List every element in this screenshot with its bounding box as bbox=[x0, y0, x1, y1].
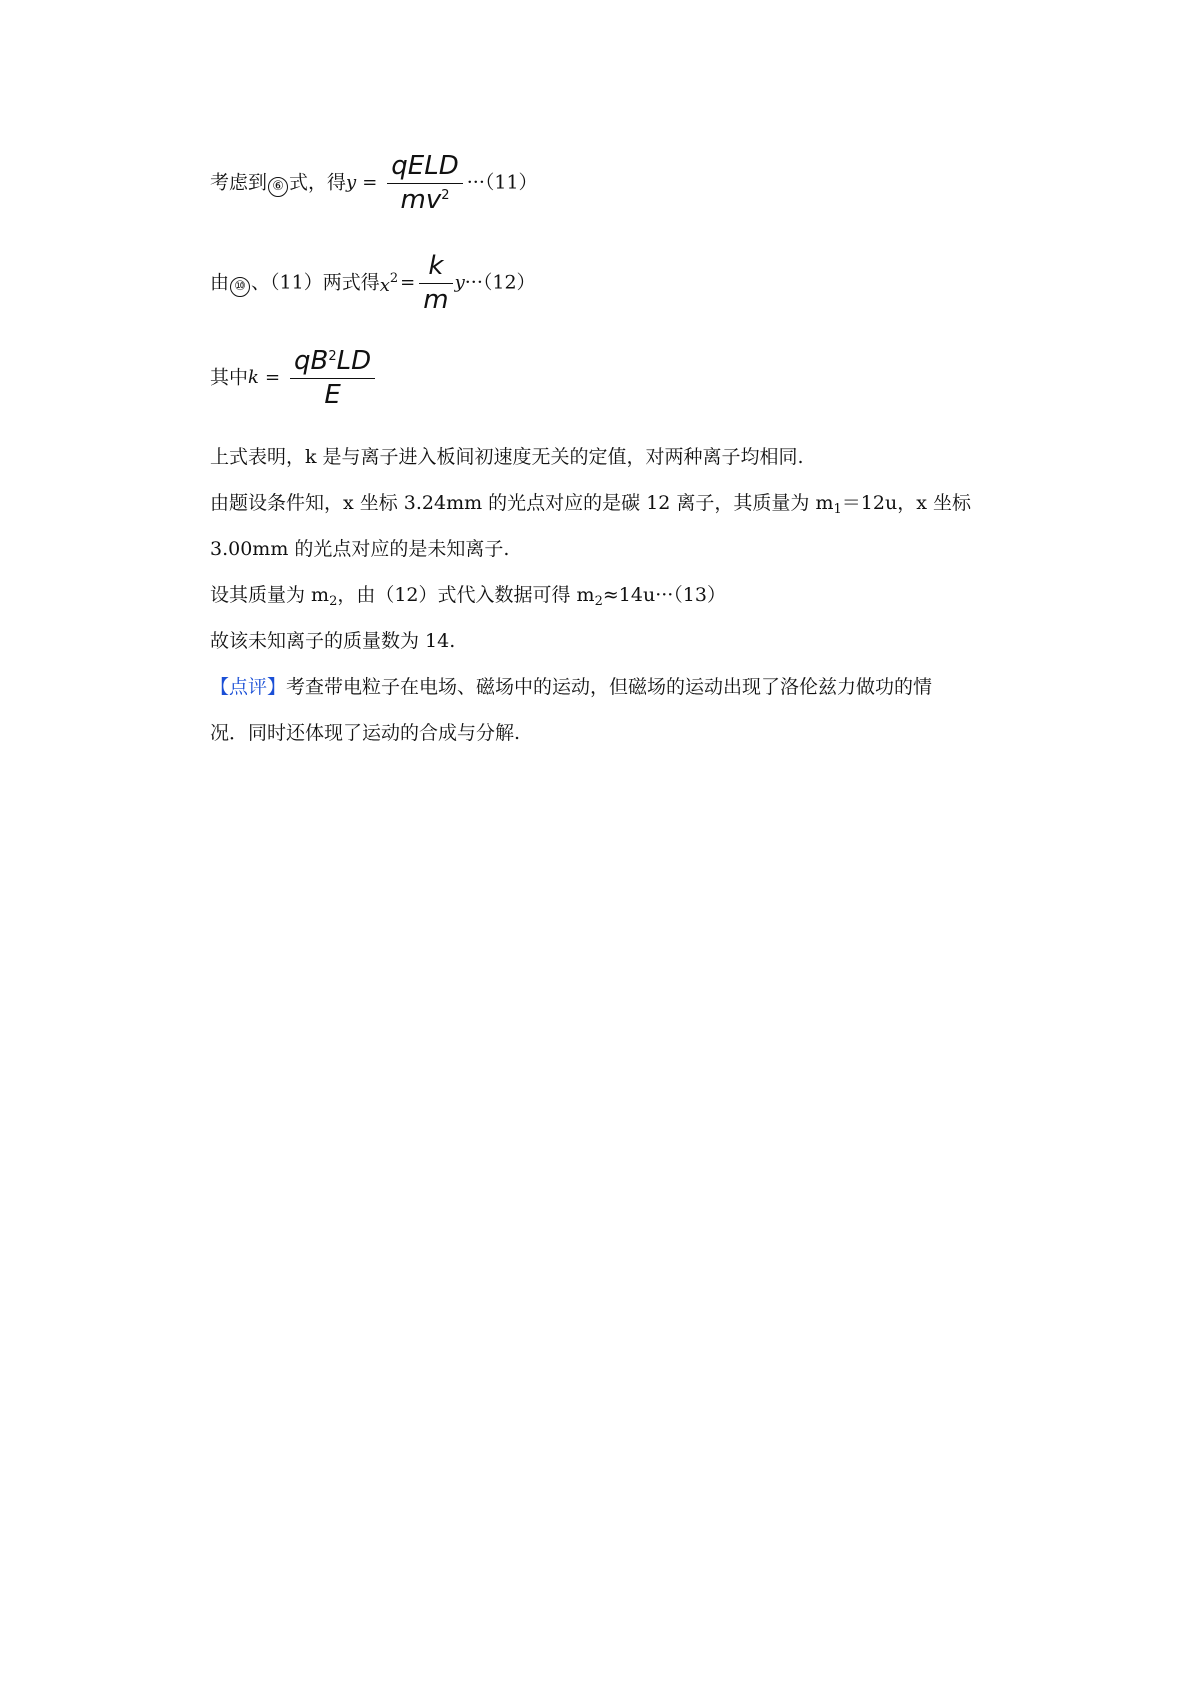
conditions-text-b: ＝12u，x 坐标 bbox=[841, 492, 971, 514]
equation-11-mid: 式，得 bbox=[289, 171, 347, 194]
circled-number-10: ⑩ bbox=[230, 277, 250, 297]
comment-text-1: 考查带电粒子在电场、磁场中的运动，但磁场的运动出现了洛伦兹力做功的情 bbox=[286, 676, 933, 698]
equation-12 bbox=[210, 250, 536, 316]
equation-11-number: ···（11） bbox=[466, 171, 538, 194]
equation-11 bbox=[210, 150, 538, 216]
equals-sign: = bbox=[264, 367, 281, 388]
paragraph-conditions-line2: 3.00mm 的光点对应的是未知离子. bbox=[210, 538, 510, 560]
paragraph-mass-result bbox=[210, 586, 726, 608]
conditions-text-a: 由题设条件知，x 坐标 3.24mm 的光点对应的是碳 12 离子，其质量为 m bbox=[210, 492, 834, 514]
fraction-denominator: m bbox=[423, 284, 449, 315]
equals-sign: = bbox=[362, 172, 378, 193]
fraction-numerator bbox=[290, 345, 375, 378]
subscript-1: 1 bbox=[833, 502, 842, 517]
equation-12-mid: 、（11）两式得 bbox=[251, 271, 380, 294]
circled-number-6: ⑥ bbox=[268, 177, 288, 197]
mass-text-c: ≈14u···（13） bbox=[602, 584, 726, 606]
subscript-2: 2 bbox=[329, 594, 338, 609]
paragraph-k-constant: 上式表明，k 是与离子进入板间初速度无关的定值，对两种离子均相同. bbox=[210, 446, 804, 468]
fraction-k-over-m bbox=[419, 250, 452, 316]
paragraph-conclusion: 故该未知离子的质量数为 14. bbox=[210, 630, 456, 652]
denominator-exponent: 2 bbox=[441, 187, 450, 203]
numerator-part-a: qB bbox=[294, 346, 329, 376]
equals-sign: = bbox=[400, 272, 416, 293]
comment-tag: 【点评】 bbox=[210, 676, 287, 698]
x-exponent: 2 bbox=[389, 270, 399, 286]
fraction-qB2LD-over-E bbox=[290, 345, 375, 411]
x-base: x bbox=[379, 274, 390, 296]
variable-x-squared bbox=[379, 270, 399, 296]
variable-y: y bbox=[454, 272, 465, 293]
mass-text-b: ，由（12）式代入数据可得 m bbox=[337, 584, 595, 606]
fraction-denominator bbox=[397, 184, 454, 217]
denominator-base: mv bbox=[400, 184, 442, 215]
fraction-numerator: qELD bbox=[391, 151, 459, 181]
variable-k: k bbox=[248, 367, 259, 388]
equation-k-definition bbox=[210, 345, 379, 411]
equation-12-prefix: 由 bbox=[210, 271, 230, 294]
mass-text-a: 设其质量为 m bbox=[210, 584, 330, 606]
numerator-part-b: LD bbox=[336, 346, 372, 376]
comment-line1 bbox=[210, 678, 932, 697]
fraction-numerator: k bbox=[428, 251, 444, 281]
equation-k-prefix: 其中 bbox=[210, 366, 249, 389]
fraction-denominator: E bbox=[324, 379, 341, 410]
comment-line2: 况．同时还体现了运动的合成与分解. bbox=[210, 722, 521, 744]
numerator-exponent: 2 bbox=[328, 349, 337, 364]
equation-11-prefix: 考虑到 bbox=[210, 171, 268, 194]
fraction-qELD-over-mv2 bbox=[387, 150, 462, 216]
subscript-2: 2 bbox=[594, 594, 603, 609]
equation-12-number: ···（12） bbox=[464, 271, 536, 294]
paragraph-conditions-line1 bbox=[210, 494, 971, 516]
variable-y: y bbox=[346, 172, 357, 193]
